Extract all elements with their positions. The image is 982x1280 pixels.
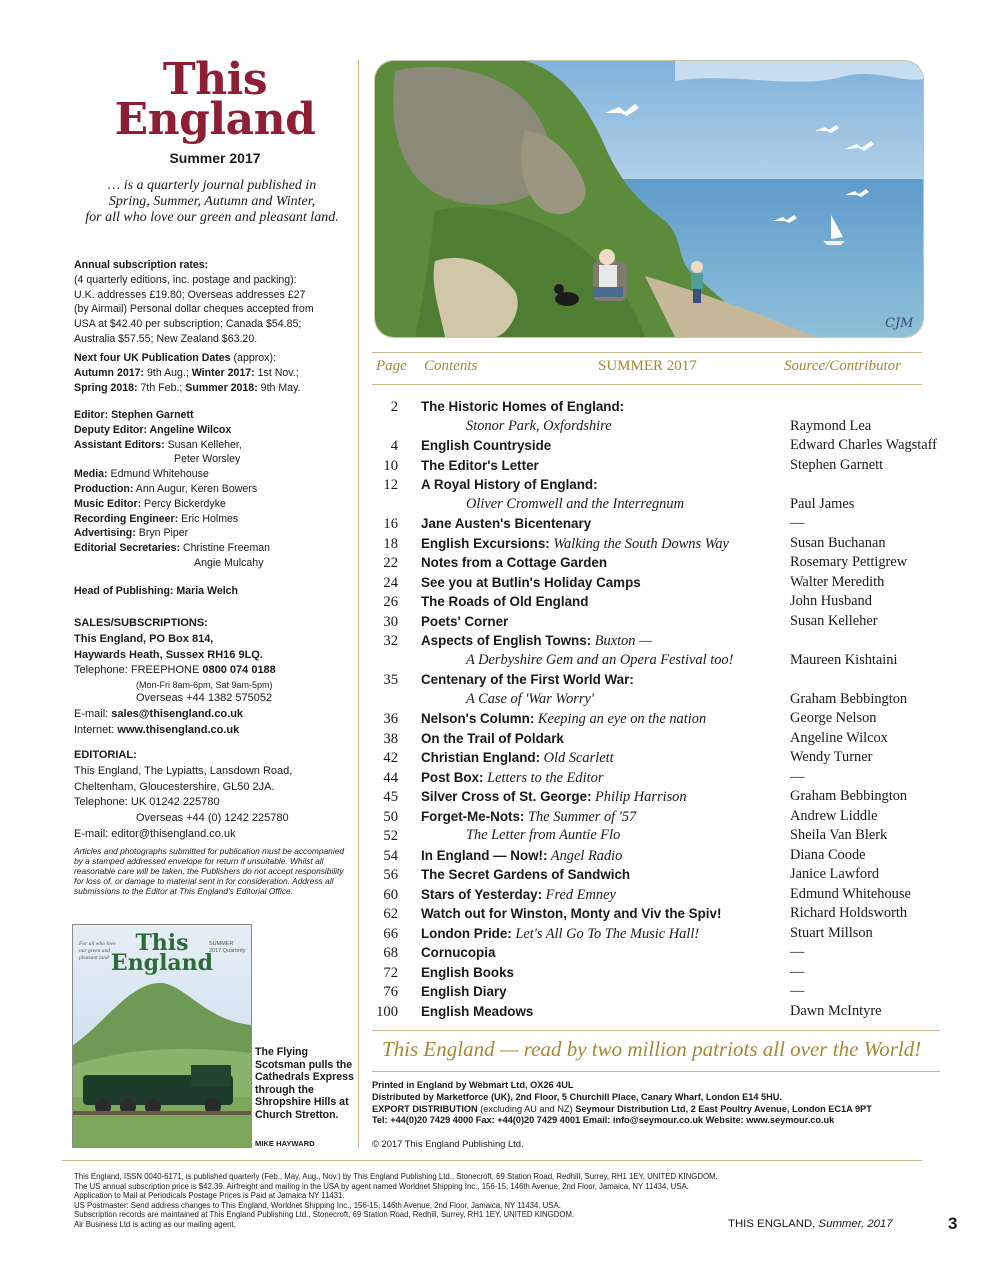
issue-label: Summer 2017 <box>169 150 261 166</box>
publication-dates <box>74 351 359 395</box>
table-of-contents <box>372 398 952 1022</box>
toc-title: The Historic Homes of England: <box>421 399 625 414</box>
toc-entry <box>421 750 614 767</box>
cover-mast-line-2: England <box>110 950 214 976</box>
toc-title: In England — Now!: <box>421 847 548 863</box>
toc-page-number: 56 <box>383 867 398 883</box>
running-footer-issue: Summer, 2017 <box>818 1218 893 1230</box>
postal-note-line: Air Business Ltd is acting as our mailing agent. <box>74 1219 236 1229</box>
autumn-date: 9th Aug.; <box>144 366 192 379</box>
editorial-line: Cheltenham, Gloucestershire, GL50 2JA. <box>74 780 275 793</box>
editorial-heading: EDITORIAL: <box>74 749 137 761</box>
sales-hours: (Mon-Fri 8am-6pm, Sat 9am-5pm) <box>136 680 273 691</box>
toc-page-number: 38 <box>383 730 398 747</box>
subscription-line: Australia $57.55; New Zealand $63.20. <box>74 332 258 345</box>
staff-name: Christine Freeman <box>179 542 271 555</box>
sales-email-link[interactable]: sales@thisengland.co.uk <box>111 707 244 720</box>
artist-signature: CJM <box>885 316 914 331</box>
toc-title: Silver Cross of St. George: <box>421 789 592 804</box>
toc-page-number: 60 <box>383 886 398 903</box>
toc-title: Watch out for Winston, Monty and Viv the Spiv! <box>421 906 722 921</box>
staff-row <box>74 526 359 541</box>
toc-subtitle: Let's All Go To The Music Hall! <box>511 925 700 942</box>
staff-row <box>74 556 359 571</box>
toc-contributor: Walter Meredith <box>790 573 885 590</box>
toc-entry <box>421 536 729 553</box>
toc-page-number: 100 <box>376 1003 398 1020</box>
toc-entry <box>421 458 539 473</box>
staff-row <box>74 438 359 453</box>
toc-page-number: 12 <box>383 477 398 493</box>
toc-row[interactable] <box>372 632 952 652</box>
editorial-email[interactable]: E-mail: editor@thisengland.co.uk <box>74 827 236 840</box>
staff-name: Stephen Garnett <box>108 409 194 421</box>
toc-title: On the Trail of Poldark <box>421 730 564 746</box>
postal-note-line: This England, ISSN 0040-6171, is published quarterly (Feb., May, Aug., Nov.) by This England Publishing Ltd., Stonecroft, 69 Station Road, Redhill, Surrey, RH1 1EY, UNITED KINGDOM. <box>74 1172 718 1181</box>
staff-row <box>74 482 359 497</box>
tagline-line: … is a quarterly journal published in <box>107 178 317 193</box>
cover-thumbnail <box>72 924 252 1148</box>
toc-subtitle: The Summer of '57 <box>524 808 637 825</box>
sales-phone[interactable]: 0800 074 0188 <box>202 664 276 677</box>
toc-contributor: Edmund Whitehouse <box>790 885 911 902</box>
subscription-line: U.K. addresses £19.80; Overseas addresses £27 <box>74 288 306 301</box>
toc-header-season: SUMMER 2017 <box>598 358 697 374</box>
toc-subtitle-line: The Letter from Auntie Flo <box>466 827 621 843</box>
toc-title: Cornucopia <box>421 945 496 960</box>
toc-page-number: 54 <box>383 847 398 864</box>
toc-entry <box>421 711 706 728</box>
export-note: (excluding AU and NZ) <box>477 1103 576 1114</box>
toc-subtitle: Angel Radio <box>547 847 623 864</box>
toc-row[interactable] <box>372 944 952 964</box>
toc-entry <box>421 770 603 787</box>
sales-phone-label: Telephone: FREEPHONE <box>74 664 203 677</box>
toc-title: Stars of Yesterday: <box>421 886 543 902</box>
subscription-rates <box>74 258 354 347</box>
staff-row <box>74 541 359 556</box>
toc-entry <box>421 477 598 492</box>
toc-page-number: 50 <box>383 808 398 825</box>
toc-row[interactable] <box>372 418 952 438</box>
toc-entry <box>421 731 564 746</box>
staff-name: Percy Bickerdyke <box>141 497 226 510</box>
toc-contributor: Dawn McIntyre <box>790 1002 882 1019</box>
toc-page-number: 68 <box>383 945 398 961</box>
toc-header-page: Page <box>376 358 407 374</box>
toc-row[interactable] <box>372 808 952 828</box>
sales-address: Haywards Heath, Sussex RH16 9LQ. <box>74 648 263 661</box>
editorial-line: This England, The Lypiatts, Lansdown Road, <box>74 764 293 777</box>
subscription-line: USA at $42.40 per subscription; Canada $54.85; <box>74 318 302 331</box>
cover-photo-credit: MIKE HAYWARD <box>255 1139 315 1148</box>
head-of-publishing: Head of Publishing: Maria Welch <box>74 585 239 597</box>
running-footer-mag: THIS ENGLAND, <box>728 1218 819 1230</box>
toc-row[interactable] <box>372 964 952 984</box>
submissions-disclaimer: Articles and photographs submitted for publication must be accompanied by a stamped addressed envelope for return if unsuitable. Whilst all reasonable care will be taken, the Publishers do not accept responsibility for loss of, or damage to material sent in for consideration. Address all submissions to the Editor at This England's Editorial Office. <box>74 846 345 896</box>
toc-page-number: 35 <box>383 672 398 688</box>
toc-row[interactable] <box>372 535 952 555</box>
toc-entry <box>421 906 721 921</box>
staff-name: Angie Mulcahy <box>194 556 264 569</box>
toc-page-number: 36 <box>383 711 398 727</box>
toc-row[interactable] <box>372 613 952 633</box>
toc-contributor: John Husband <box>790 593 872 609</box>
tagline-line: for all who love our green and pleasant land. <box>85 210 339 225</box>
staff-role: Recording Engineer: <box>74 512 179 525</box>
toc-row[interactable] <box>372 554 952 574</box>
toc-title: The Roads of Old England <box>421 594 589 609</box>
sales-address: This England, PO Box 814, <box>74 632 214 645</box>
staff-name: Bryn Piper <box>135 527 189 540</box>
editorial-block <box>74 748 359 843</box>
toc-row[interactable] <box>372 866 952 886</box>
staff-row <box>74 408 359 423</box>
toc-contributor: — <box>790 983 805 999</box>
cover-mast-line-1: This <box>135 930 189 956</box>
toc-contributor: Andrew Liddle <box>790 807 878 824</box>
toc-page-number: 72 <box>383 964 398 981</box>
postal-note-line: Application to Mail at Periodicals Postage Prices is Paid at Jamaica NY 11431. <box>74 1191 345 1201</box>
cover-small-left: For all who love our green and pleasant land <box>79 941 116 961</box>
postal-note-line: US Postmaster: Send address changes to This England, Worldnet Shipping Inc., 156-15, 146th Avenue, 2nd Floor, Jamaica, NY 11434, USA. <box>74 1200 561 1210</box>
staff-role: Editor: <box>74 409 109 421</box>
toc-page-number: 26 <box>383 594 398 610</box>
page-number: 3 <box>948 1214 958 1233</box>
masthead-line-2: England <box>114 94 316 145</box>
toc-page-number: 42 <box>383 750 398 766</box>
toc-row[interactable] <box>372 769 952 789</box>
toc-title: English Excursions: <box>421 535 550 551</box>
staff-row <box>74 497 359 512</box>
toc-page-number: 32 <box>383 633 398 649</box>
subscription-heading: Annual subscription rates: <box>74 259 209 271</box>
toc-page-number: 24 <box>383 574 398 591</box>
toc-contributor: — <box>790 963 805 980</box>
toc-contributor: Sheila Van Blerk <box>790 827 888 843</box>
toc-entry <box>421 848 622 865</box>
toc-row[interactable] <box>372 749 952 769</box>
toc-subtitle: Letters to the Editor <box>483 769 604 786</box>
editorial-line: Telephone: UK 01242 225780 <box>74 796 220 809</box>
toc-subtitle: Fred Emney <box>542 886 616 903</box>
toc-page-number: 66 <box>383 925 398 942</box>
winter-date: 1st Nov.; <box>254 366 299 379</box>
toc-entry <box>421 965 514 980</box>
toc-row[interactable] <box>372 691 952 711</box>
toc-row[interactable] <box>372 496 952 516</box>
toc-contributor: Paul James <box>790 495 855 512</box>
toc-row[interactable] <box>372 515 952 535</box>
column-divider <box>358 60 359 1148</box>
footer-rule <box>62 1160 922 1161</box>
toc-entry <box>421 516 591 531</box>
toc-contributor: Angeline Wilcox <box>790 729 888 746</box>
toc-title: Christian England: <box>421 750 541 765</box>
toc-page-number: 22 <box>383 555 398 571</box>
toc-title: Notes from a Cottage Garden <box>421 555 608 570</box>
printer-line: Printed in England by Webmart Ltd, OX26 4UL <box>372 1080 574 1090</box>
staff-role: Advertising: <box>74 527 136 540</box>
coastal-painting <box>374 60 924 338</box>
staff-row <box>74 452 359 467</box>
editorial-overseas: Overseas +44 (0) 1242 225780 <box>136 812 289 825</box>
toc-entry <box>421 633 652 650</box>
toc-contributor: Stephen Garnett <box>790 456 884 473</box>
staff-name: Angeline Wilcox <box>146 423 232 436</box>
summer-label: Summer 2018: <box>185 381 258 394</box>
toc-row[interactable] <box>372 886 952 906</box>
toc-title: The Secret Gardens of Sandwich <box>421 867 631 882</box>
toc-header-source: Source/Contributor <box>784 358 901 374</box>
toc-top-rule <box>372 352 922 353</box>
toc-entry <box>421 614 508 629</box>
sales-heading: SALES/SUBSCRIPTIONS: <box>74 617 208 629</box>
toc-entry <box>421 867 630 882</box>
staff-role: Assistant Editors: <box>74 438 165 451</box>
postal-note-line: The US annual subscription price is $42.39. Airfreight and mailing in the USA by agent named Worldnet Shipping Inc., 156-15, 146th Avenue, 2nd Floor, Jamaica, NY 11434, USA. <box>74 1181 689 1191</box>
toc-contributor: Stuart Millson <box>790 924 873 941</box>
toc-contributor: Edward Charles Wagstaff <box>790 437 937 453</box>
toc-contributor: Maureen Kishtaini <box>790 651 898 668</box>
toc-title: Centenary of the First World War: <box>421 672 634 687</box>
toc-contributor: — <box>790 515 805 531</box>
toc-row[interactable] <box>372 593 952 613</box>
spring-date: 7th Feb.; <box>137 381 186 394</box>
toc-header <box>376 358 922 382</box>
toc-title: See you at Butlin's Holiday Camps <box>421 574 641 590</box>
pub-dates-approx: (approx): <box>230 352 276 364</box>
toc-row[interactable] <box>372 671 952 691</box>
slogan-text: This England — read by two million patriots all over the World! <box>382 1037 922 1061</box>
toc-contributor: — <box>790 768 805 785</box>
toc-contributor: Raymond Lea <box>790 417 872 434</box>
toc-entry <box>421 1004 533 1019</box>
staff-row <box>74 467 359 482</box>
toc-contributor: — <box>790 944 805 960</box>
toc-entry <box>421 809 636 826</box>
toc-row[interactable] <box>372 398 952 418</box>
distributor-line: Distributed by Marketforce (UK), 2nd Floor, 5 Churchill Place, Canary Wharf, London E14 5HU. <box>372 1091 782 1102</box>
postal-note-line: Subscription records are maintained at This England Publishing Ltd., Stonecroft, 69 Station Road, Redhill, Surrey, RH1 1EY, UNITED KINGDOM. <box>74 1210 575 1220</box>
internet-label: Internet: <box>74 723 118 736</box>
export-distributor: Seymour Distribution Ltd, 2 East Poultry Avenue, London EC1A 9PT <box>575 1103 872 1114</box>
toc-title: Post Box: <box>421 769 484 785</box>
toc-contributor: George Nelson <box>790 710 877 726</box>
toc-row[interactable] <box>372 925 952 945</box>
toc-entry <box>421 555 607 570</box>
spring-label: Spring 2018: <box>74 381 138 394</box>
toc-contributor: Graham Bebbington <box>790 788 908 804</box>
printer-distribution <box>372 1080 952 1127</box>
website-link[interactable]: www.thisengland.co.uk <box>117 723 240 736</box>
staff-name: Edmund Whitehouse <box>107 468 209 481</box>
running-footer <box>728 1218 893 1230</box>
staff-role: Editorial Secretaries: <box>74 542 180 555</box>
toc-row[interactable] <box>372 905 952 925</box>
toc-page-number: 76 <box>383 984 398 1000</box>
toc-row[interactable] <box>372 457 952 477</box>
toc-title: London Pride: <box>421 925 512 941</box>
toc-page-number: 10 <box>383 457 398 474</box>
toc-page-number: 16 <box>383 516 398 532</box>
toc-row[interactable] <box>372 437 952 457</box>
toc-row[interactable] <box>372 847 952 867</box>
tagline-line: Spring, Summer, Autumn and Winter, <box>108 194 316 209</box>
toc-title: Aspects of English Towns: <box>421 633 592 648</box>
autumn-label: Autumn 2017: <box>74 366 145 379</box>
masthead-line-1: This <box>162 54 268 105</box>
toc-row[interactable] <box>372 827 952 847</box>
toc-contributor: Rosemary Pettigrew <box>790 554 908 570</box>
toc-row[interactable] <box>372 476 952 496</box>
toc-entry <box>421 926 699 943</box>
cover-caption: The Flying Scotsman pulls the Cathedrals Express through the Shropshire Hills at Church Stretton. <box>255 1046 354 1121</box>
toc-entry <box>421 789 687 806</box>
toc-title: Nelson's Column: <box>421 711 535 726</box>
toc-row[interactable] <box>372 710 952 730</box>
toc-row[interactable] <box>372 1003 952 1023</box>
pub-dates-heading: Next four UK Publication Dates <box>74 352 231 364</box>
toc-subtitle-line: A Case of 'War Worry' <box>466 690 594 707</box>
toc-subtitle: Keeping an eye on the nation <box>534 711 707 727</box>
toc-entry <box>421 399 624 414</box>
staff-name: Ann Augur, Keren Bowers <box>133 482 258 495</box>
toc-title: Forget-Me-Nots: <box>421 808 525 824</box>
tagline <box>62 178 362 226</box>
staff-list <box>74 408 359 571</box>
toc-contributor: Janice Lawford <box>790 866 880 882</box>
toc-contributor: Richard Holdsworth <box>790 905 908 921</box>
toc-contributor: Wendy Turner <box>790 749 873 765</box>
toc-subtitle-line: Stonor Park, Oxfordshire <box>466 417 612 434</box>
staff-role: Production: <box>74 482 134 495</box>
toc-subtitle-line: Oliver Cromwell and the Interregnum <box>466 495 684 512</box>
toc-contributor: Susan Buchanan <box>790 534 886 551</box>
toc-row[interactable] <box>372 788 952 808</box>
toc-subtitle: Old Scarlett <box>540 750 614 766</box>
copyright: © 2017 This England Publishing Ltd. <box>372 1138 524 1149</box>
sales-email-label: E-mail: <box>74 707 112 720</box>
staff-name: Eric Holmes <box>178 512 239 525</box>
cover-small-right: SUMMER 2017 Quarterly <box>209 941 246 954</box>
export-label: EXPORT DISTRIBUTION <box>372 1103 478 1114</box>
toc-page-number: 2 <box>390 399 398 415</box>
distributor-contact: Tel: +44(0)20 7429 4000 Fax: +44(0)20 7429 4001 Email: info@seymour.co.uk Website: www.seymour.co.uk <box>372 1115 835 1126</box>
toc-entry <box>421 672 634 687</box>
toc-page-number: 45 <box>383 789 398 805</box>
sales-block <box>74 616 359 739</box>
staff-row <box>74 512 359 527</box>
toc-title: English Meadows <box>421 1003 534 1019</box>
staff-role: Deputy Editor: <box>74 423 147 436</box>
subscription-line: (4 quarterly editions, inc. postage and packing): <box>74 273 297 286</box>
toc-entry <box>421 594 588 609</box>
toc-entry <box>421 945 495 960</box>
toc-contributor: Diana Coode <box>790 846 866 863</box>
toc-subtitle: Philip Harrison <box>591 789 687 805</box>
toc-contributor: Graham Bebbington <box>790 690 908 707</box>
staff-name: Susan Kelleher, <box>164 438 242 451</box>
winter-label: Winter 2017: <box>191 366 255 379</box>
slogan-banner <box>372 1030 940 1072</box>
toc-header-rule <box>372 384 922 385</box>
toc-title: Jane Austen's Bicentenary <box>421 516 592 531</box>
summer-date: 9th May. <box>257 381 301 394</box>
toc-entry <box>421 887 616 904</box>
toc-title: Poets' Corner <box>421 613 509 629</box>
toc-entry <box>421 438 551 453</box>
toc-row[interactable] <box>372 574 952 594</box>
toc-subtitle-line: A Derbyshire Gem and an Opera Festival too! <box>466 651 734 668</box>
toc-title: English Books <box>421 964 515 980</box>
toc-subtitle: Buxton — <box>591 633 652 649</box>
toc-row[interactable] <box>372 652 952 672</box>
staff-row <box>74 423 359 438</box>
toc-page-number: 52 <box>383 828 398 844</box>
toc-title: The Editor's Letter <box>421 457 539 473</box>
sales-overseas: Overseas +44 1382 575052 <box>136 692 273 705</box>
toc-title: A Royal History of England: <box>421 477 598 492</box>
staff-role: Music Editor: <box>74 497 142 510</box>
toc-page-number: 44 <box>383 769 398 786</box>
toc-contributor: Susan Kelleher <box>790 612 878 629</box>
staff-name: Peter Worsley <box>174 453 241 466</box>
toc-row[interactable] <box>372 983 952 1003</box>
toc-page-number: 62 <box>383 906 398 922</box>
toc-title: English Diary <box>421 984 507 999</box>
toc-title: English Countryside <box>421 438 552 453</box>
toc-entry <box>421 984 507 999</box>
toc-subtitle: Walking the South Downs Way <box>549 535 729 552</box>
toc-header-contents: Contents <box>424 358 478 374</box>
toc-page-number: 18 <box>383 535 398 552</box>
postal-notes <box>74 1172 774 1230</box>
masthead-logo <box>100 54 330 145</box>
staff-role: Media: <box>74 468 108 481</box>
subscription-line: (by Airmail) Personal dollar cheques accepted from <box>74 303 314 316</box>
toc-page-number: 4 <box>390 438 398 454</box>
toc-row[interactable] <box>372 730 952 750</box>
toc-entry <box>421 575 641 590</box>
toc-page-number: 30 <box>383 613 398 630</box>
coastal-illustration <box>375 61 923 337</box>
